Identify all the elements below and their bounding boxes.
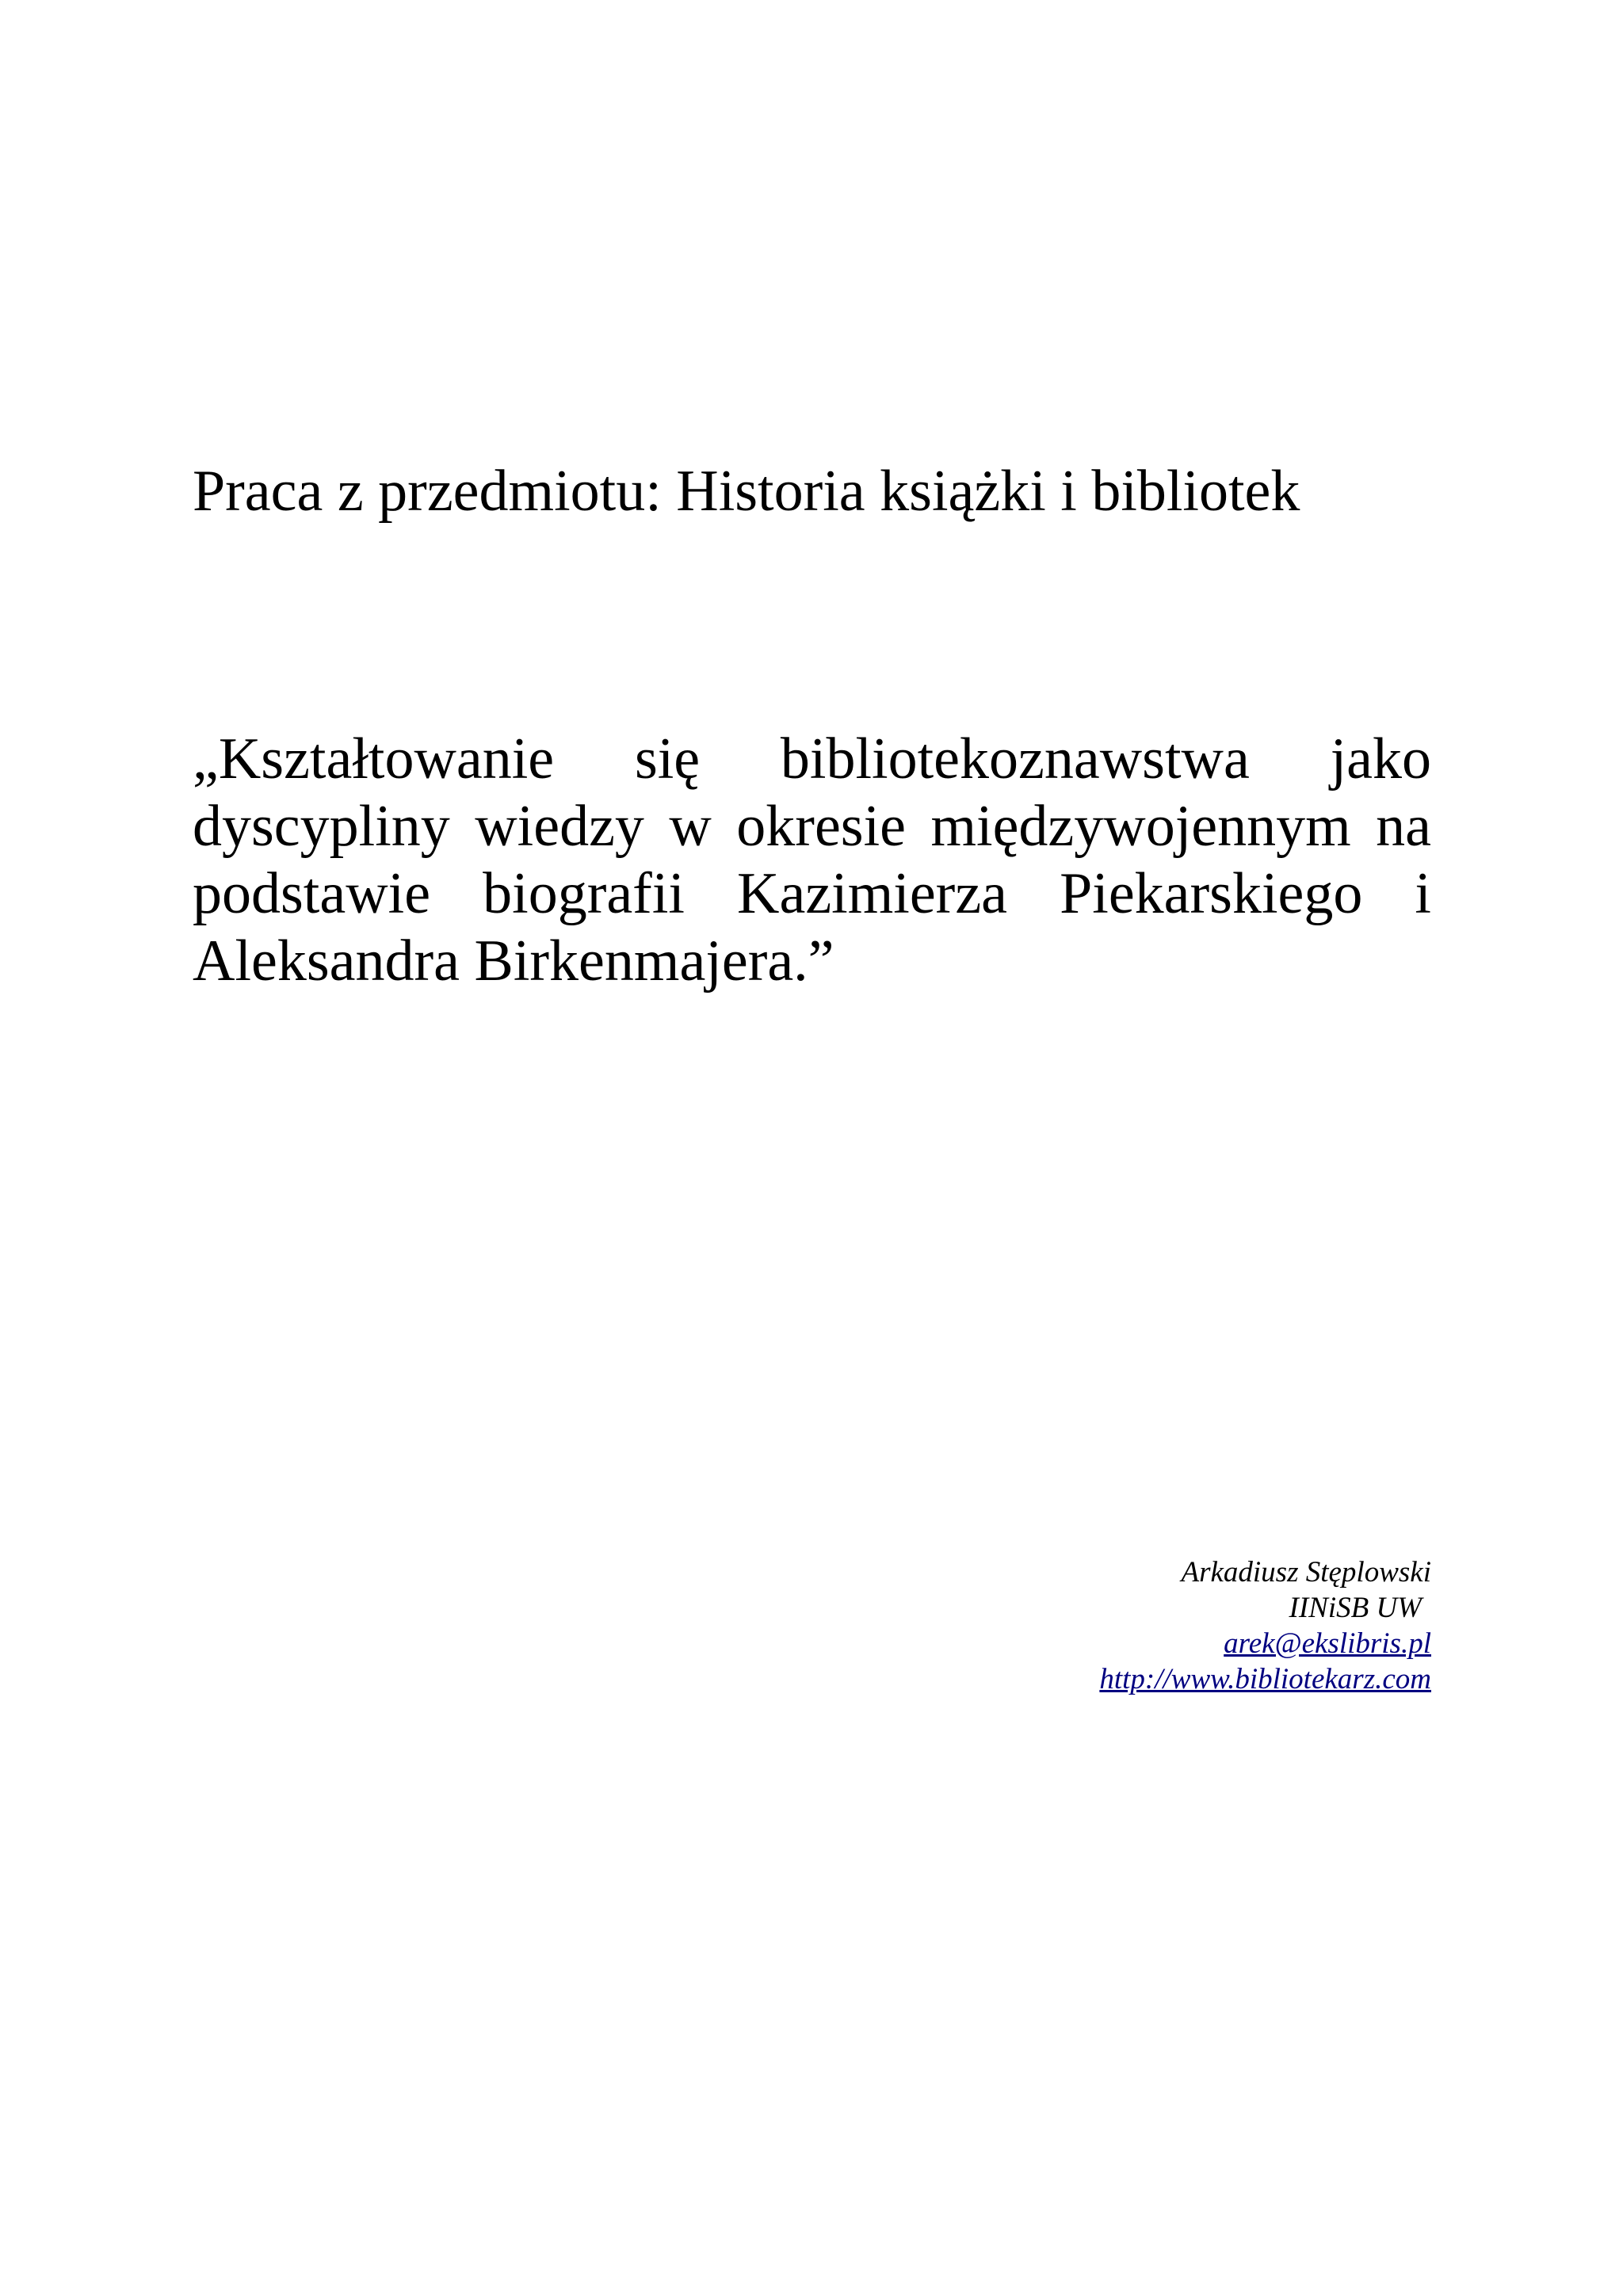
author-email-link[interactable]: arek@ekslibris.pl bbox=[1224, 1627, 1431, 1660]
document-title: „Kształtowanie się bibliotekoznawstwa jako dyscypliny wiedzy w okresie międzywojennym na podstawie biografii Kazimierza Piekarskiego i Aleksandra Birkenmajera.” bbox=[193, 727, 1431, 994]
subject-line: Praca z przedmiotu: Historia książki i bibliotek bbox=[193, 459, 1300, 524]
author-email-line bbox=[1099, 1626, 1431, 1661]
author-website-line bbox=[1099, 1661, 1431, 1697]
author-name: Arkadiusz Stęplowski bbox=[1181, 1556, 1431, 1589]
author-affiliation: IINiSB UW bbox=[1289, 1592, 1422, 1624]
author-website-link[interactable]: http://www.bibliotekarz.com bbox=[1099, 1663, 1431, 1695]
author-block bbox=[1099, 1554, 1431, 1697]
